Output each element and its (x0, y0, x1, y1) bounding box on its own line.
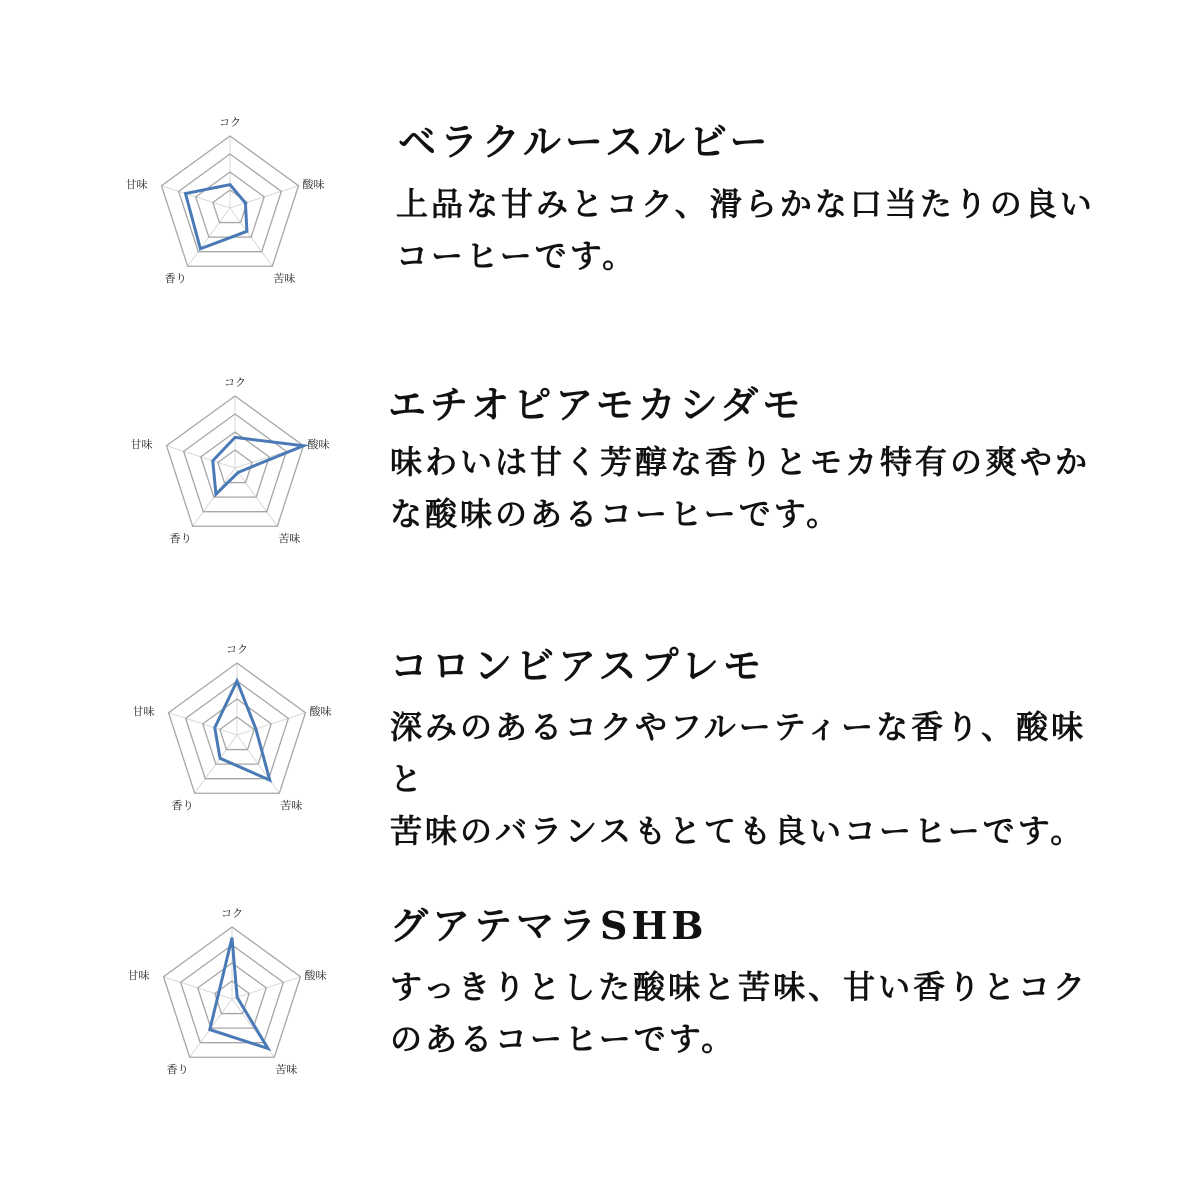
radar-axis-label-koku: コク (226, 643, 248, 656)
product-description (390, 436, 1110, 540)
product-description-line: コーヒーです。 (396, 237, 638, 275)
product-name: ベラクルースルビー (398, 119, 772, 164)
radar-point-kaori (219, 757, 221, 759)
radar-axis-label-amami: 甘味 (130, 437, 153, 451)
radar-axis-label-koku: コク (221, 907, 243, 920)
radar-point-kaori (200, 248, 202, 250)
radar-point-amami (218, 994, 220, 996)
radar-point-sanmi (236, 997, 238, 999)
radar-point-kaori (215, 493, 217, 495)
product-description-line: 苦味のバランスもとても良いコーヒーです。 (390, 812, 1086, 850)
radar-point-kaori (209, 1029, 211, 1031)
radar-axis-label-koku: コク (224, 376, 246, 389)
taste-radar-chart (110, 90, 350, 330)
radar-axis-label-nigami: 苦味 (280, 799, 303, 813)
product-description-line: 味わいは甘く芳醇な香りとモカ特有の爽やか (390, 443, 1091, 481)
product-description-line: な酸味のあるコーヒーです。 (390, 495, 842, 533)
product-description (390, 701, 1110, 857)
radar-axis-label-kaori: 香り (169, 532, 192, 546)
product-description (396, 178, 1116, 282)
radar-axis-label-amami: 甘味 (127, 968, 150, 982)
radar-point-amami (212, 460, 214, 462)
radar-point-koku (234, 437, 236, 439)
product-name: グアテマラSHB (390, 903, 708, 948)
radar-point-sanmi (303, 445, 305, 447)
radar-chart-container (117, 617, 357, 857)
product-description (390, 961, 1110, 1065)
radar-point-nigami (246, 230, 248, 232)
radar-point-sanmi (245, 202, 247, 204)
product-name: コロンビアスプレモ (390, 643, 765, 688)
radar-chart-container (115, 350, 355, 590)
product-card-bera-cruz-ruby (0, 90, 1200, 330)
taste-radar-chart (112, 881, 352, 1121)
product-description-line: 深みのあるコクやフルーティーな香り、酸味と (390, 708, 1087, 798)
product-description-line: すっきりとした酸味と苦味、甘い香りとコク (390, 968, 1089, 1006)
product-name: エチオピアモカシダモ (388, 382, 805, 427)
radar-point-nigami (269, 779, 271, 781)
product-card-colombia-supremo (0, 617, 1200, 857)
radar-chart-container (112, 881, 352, 1121)
radar-point-amami (185, 193, 187, 195)
radar-axis-label-kaori: 香り (166, 1063, 189, 1077)
radar-axis-label-amami: 甘味 (125, 177, 148, 191)
radar-axis-label-sanmi: 酸味 (304, 968, 327, 982)
radar-point-koku (231, 937, 233, 939)
radar-point-nigami (237, 472, 239, 474)
radar-axis-label-sanmi: 酸味 (309, 704, 332, 718)
product-card-guatemala-shb (0, 881, 1200, 1121)
radar-axis-label-sanmi: 酸味 (307, 437, 330, 451)
radar-point-koku (229, 184, 231, 186)
radar-axis-label-koku: コク (219, 116, 241, 129)
radar-point-koku (236, 680, 238, 682)
taste-radar-chart (117, 617, 357, 857)
product-card-ethiopia-mocha-sidamo (0, 350, 1200, 590)
taste-radar-chart (115, 350, 355, 590)
radar-axis-label-nigami: 苦味 (273, 272, 296, 286)
radar-axis-label-nigami: 苦味 (278, 532, 301, 546)
product-description-line: 上品な甘みとコク、滑らかな口当たりの良い (396, 185, 1095, 223)
radar-axis-label-amami: 甘味 (132, 704, 155, 718)
radar-chart-container (110, 90, 350, 330)
radar-axis-label-kaori: 香り (171, 799, 194, 813)
radar-axis-label-nigami: 苦味 (275, 1063, 298, 1077)
radar-point-amami (214, 727, 216, 729)
radar-point-nigami (267, 1048, 269, 1050)
radar-axis-label-kaori: 香り (164, 272, 187, 286)
product-description-line: のあるコーヒーです。 (390, 1020, 737, 1058)
radar-point-sanmi (255, 728, 257, 730)
radar-axis-label-sanmi: 酸味 (302, 177, 325, 191)
